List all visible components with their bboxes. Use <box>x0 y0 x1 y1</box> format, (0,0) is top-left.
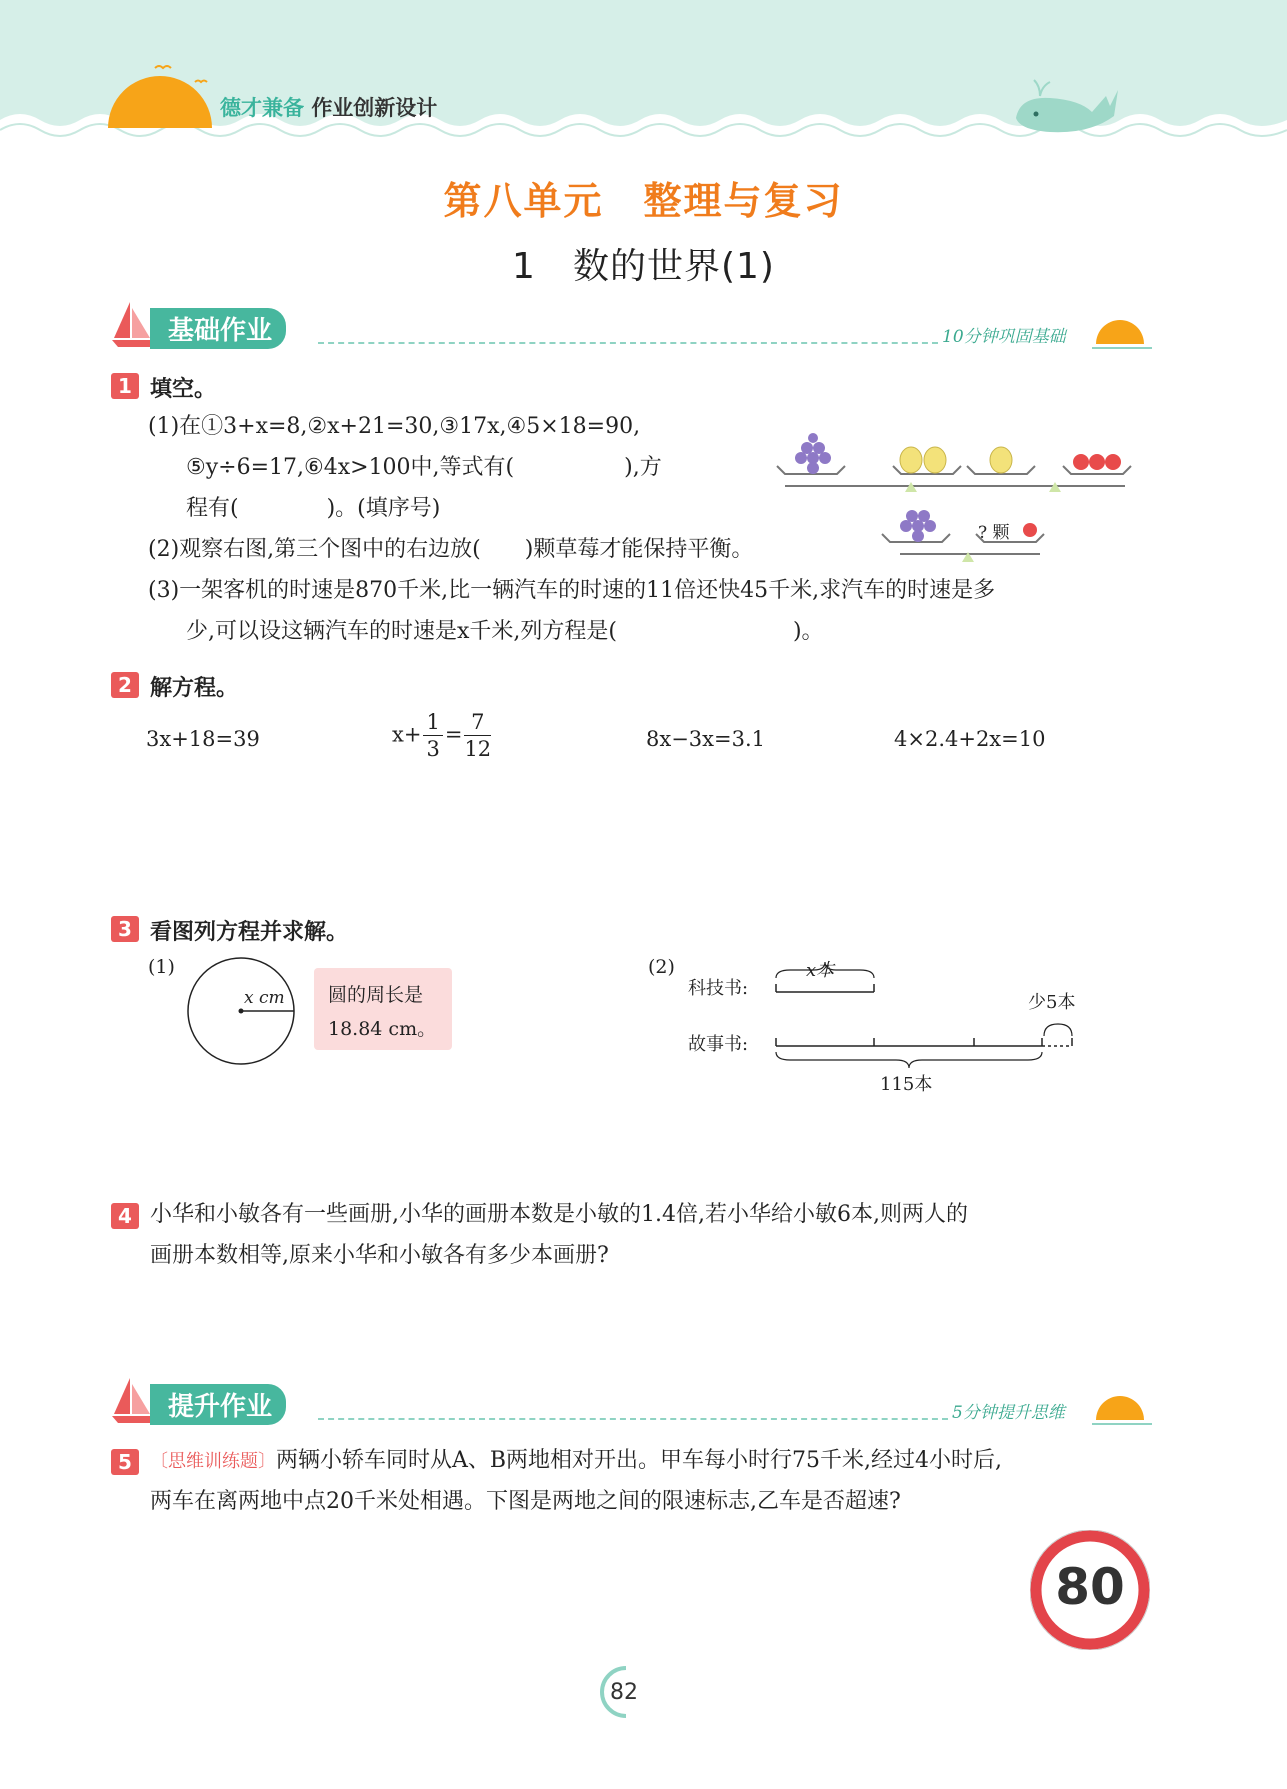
unit-title: 第八单元 整理与复习 <box>443 179 844 223</box>
section-adv-tag: 5分钟提升思维 <box>952 1403 1065 1423</box>
q1-line-5: (3)一架客机的时速是870千米,比一辆汽车的时速的11倍还快45千米,求汽车的时速是多 <box>148 578 996 603</box>
section-basic-label: 基础作业 <box>150 308 286 349</box>
section-basic-line <box>318 342 938 344</box>
brand-dark: 作业创新设计 <box>311 96 438 120</box>
strawberry-icon <box>1073 454 1121 470</box>
q1-line-2: ⑤y÷6=17,⑥4x>100中,等式有( ),方 <box>186 455 662 480</box>
q4-number: 4 <box>111 1203 139 1229</box>
q3-part-2-label: (2) <box>648 956 675 978</box>
q2-title: 解方程。 <box>150 676 239 701</box>
small-sun-icon <box>1092 312 1152 352</box>
q1-number: 1 <box>111 373 139 399</box>
q1-line-1: (1)在①3+x=8,②x+21=30,③17x,④5×18=90, <box>148 414 641 439</box>
total-label: 115本 <box>880 1074 933 1095</box>
less-label: 少5本 <box>1028 992 1076 1013</box>
equation-3: 8x−3x=3.1 <box>646 727 765 751</box>
equals-sign: = <box>444 722 463 747</box>
fraction-numerator: 1 <box>423 712 442 736</box>
hint-line-1: 圆的周长是 <box>328 984 424 1006</box>
hint-line-2: 18.84 cm。 <box>328 1018 437 1040</box>
balance-question: ? 颗 <box>978 523 1010 543</box>
q5-tag: 〔思维训练题〕 <box>150 1451 276 1472</box>
q5-number: 5 <box>111 1449 139 1475</box>
q5-line-1-text: 两辆小轿车同时从A、B两地相对开出。甲车每小时行75千米,经过4小时后, <box>276 1448 1003 1473</box>
grapes-icon <box>900 510 936 542</box>
sci-book-label: 科技书: <box>688 978 749 999</box>
strawberry-icon <box>1023 523 1037 537</box>
pear-icon <box>900 447 946 473</box>
segment-diagram <box>770 960 1080 1070</box>
q4-line-2: 画册本数相等,原来小华和小敏各有多少本画册? <box>150 1243 609 1268</box>
brand-green: 德才兼备 <box>220 96 304 120</box>
pear-icon <box>990 447 1012 473</box>
small-sun-icon <box>1092 1388 1152 1428</box>
section-adv-line <box>318 1418 948 1420</box>
equation-1: 3x+18=39 <box>146 727 260 751</box>
equation-2 <box>392 712 493 760</box>
balance-scale-2 <box>965 428 1145 500</box>
q3-title: 看图列方程并求解。 <box>150 920 349 945</box>
page-number: 82 <box>610 1680 638 1705</box>
q1-line-6: 少,可以设这辆汽车的时速是x千米,列方程是( )。 <box>186 619 824 644</box>
fraction-denominator: 12 <box>464 737 492 761</box>
lesson-title: 1 数的世界(1) <box>512 246 775 287</box>
q3-number: 3 <box>111 916 139 942</box>
fraction-7-12 <box>464 712 491 760</box>
speed-limit-value: 80 <box>1055 1558 1125 1616</box>
sci-book-amount: x本 <box>806 960 835 981</box>
equation-4: 4×2.4+2x=10 <box>894 727 1046 751</box>
section-adv-label: 提升作业 <box>150 1384 286 1425</box>
equation-2-lhs: x+ <box>392 722 422 747</box>
story-book-label: 故事书: <box>688 1034 749 1055</box>
q5-line-2: 两车在离两地中点20千米处相遇。下图是两地之间的限速标志,乙车是否超速? <box>150 1489 901 1514</box>
q2-number: 2 <box>111 672 139 698</box>
fraction-1-3 <box>423 712 442 760</box>
brand <box>220 92 437 122</box>
q4-line-1: 小华和小敏各有一些画册,小华的画册本数是小敏的1.4倍,若小华给小敏6本,则两人的 <box>150 1202 968 1227</box>
q1-line-4: (2)观察右图,第三个图中的右边放( )颗草莓才能保持平衡。 <box>148 537 754 562</box>
q5-line-1 <box>150 1446 1002 1477</box>
q1-line-3: 程有( )。(填序号) <box>186 496 441 521</box>
grapes-icon <box>795 433 831 474</box>
hint-text <box>328 978 436 1046</box>
q3-part-1-label: (1) <box>148 956 175 978</box>
radius-label: x cm <box>244 988 285 1008</box>
q1-title: 填空。 <box>150 377 217 402</box>
fraction-denominator: 3 <box>426 737 440 761</box>
fraction-numerator: 7 <box>464 712 491 736</box>
section-basic-tag: 10分钟巩固基础 <box>942 327 1066 347</box>
circle-diagram <box>185 955 300 1070</box>
whale-icon <box>1010 76 1120 136</box>
sun-icon <box>100 60 220 130</box>
balance-scale-3 <box>880 500 1060 570</box>
